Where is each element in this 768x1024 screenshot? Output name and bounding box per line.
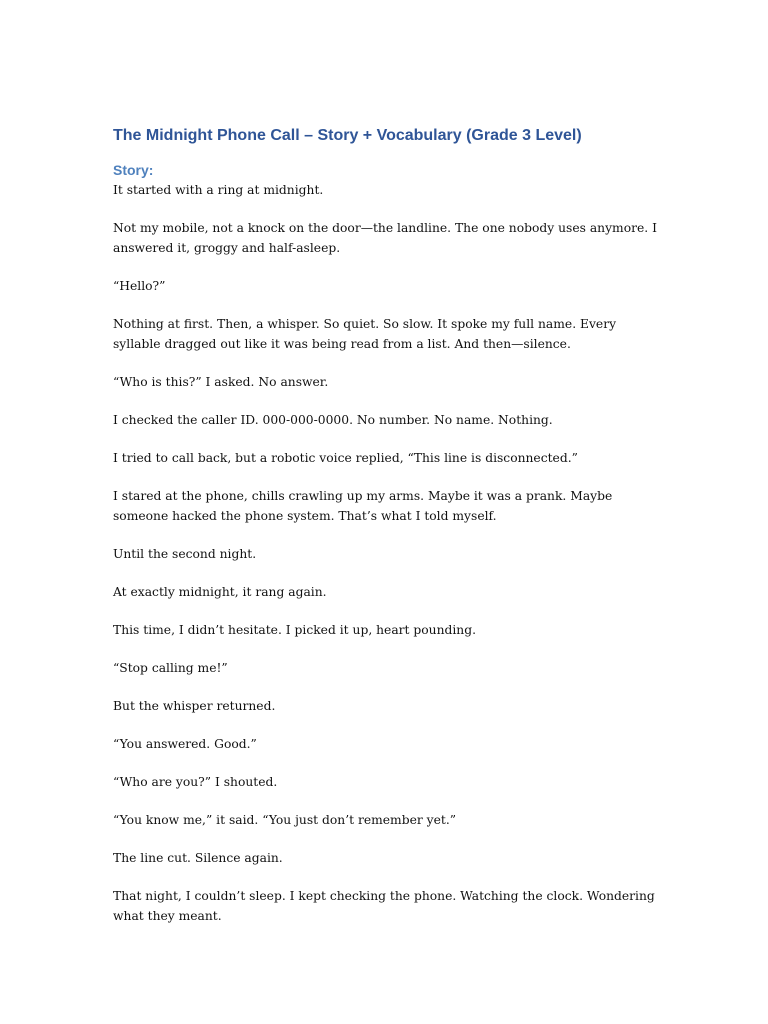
story-paragraph: Not my mobile, not a knock on the door—the landline. The one nobody uses anymore. I answered it, groggy and half-asleep.: [113, 221, 657, 255]
story-paragraph: “You know me,” it said. “You just don’t remember yet.”: [113, 813, 457, 827]
story-paragraph: “Hello?”: [113, 279, 166, 293]
story-paragraph: Until the second night.: [113, 547, 257, 561]
story-paragraph: That night, I couldn’t sleep. I kept checking the phone. Watching the clock. Wondering what they meant.: [113, 889, 655, 923]
story-paragraph: Nothing at first. Then, a whisper. So quiet. So slow. It spoke my full name. Every syllable dragged out like it was being read from a list. And then—silence.: [113, 317, 617, 351]
document-title: The Midnight Phone Call – Story + Vocabulary (Grade 3 Level): [113, 127, 582, 144]
story-paragraph: “Who are you?” I shouted.: [113, 775, 278, 789]
document-body: [113, 124, 658, 944]
story-paragraph: The line cut. Silence again.: [113, 851, 283, 865]
story-heading: Story:: [113, 162, 154, 178]
story-paragraphs: [113, 180, 658, 926]
story-paragraph: But the whisper returned.: [113, 699, 276, 713]
story-paragraph: I stared at the phone, chills crawling up my arms. Maybe it was a prank. Maybe someone hacked the phone system. That’s what I told myself.: [113, 489, 613, 523]
story-paragraph: This time, I didn’t hesitate. I picked it up, heart pounding.: [113, 623, 477, 637]
story-paragraph: “You answered. Good.”: [113, 737, 257, 751]
story-paragraph: At exactly midnight, it rang again.: [113, 585, 327, 599]
story-paragraph: It started with a ring at midnight.: [113, 183, 324, 197]
story-paragraph: “Stop calling me!”: [113, 661, 228, 675]
story-paragraph: I checked the caller ID. 000-000-0000. No number. No name. Nothing.: [113, 413, 553, 427]
story-paragraph: “Who is this?” I asked. No answer.: [113, 375, 329, 389]
story-paragraph: I tried to call back, but a robotic voice replied, “This line is disconnected.”: [113, 451, 578, 465]
